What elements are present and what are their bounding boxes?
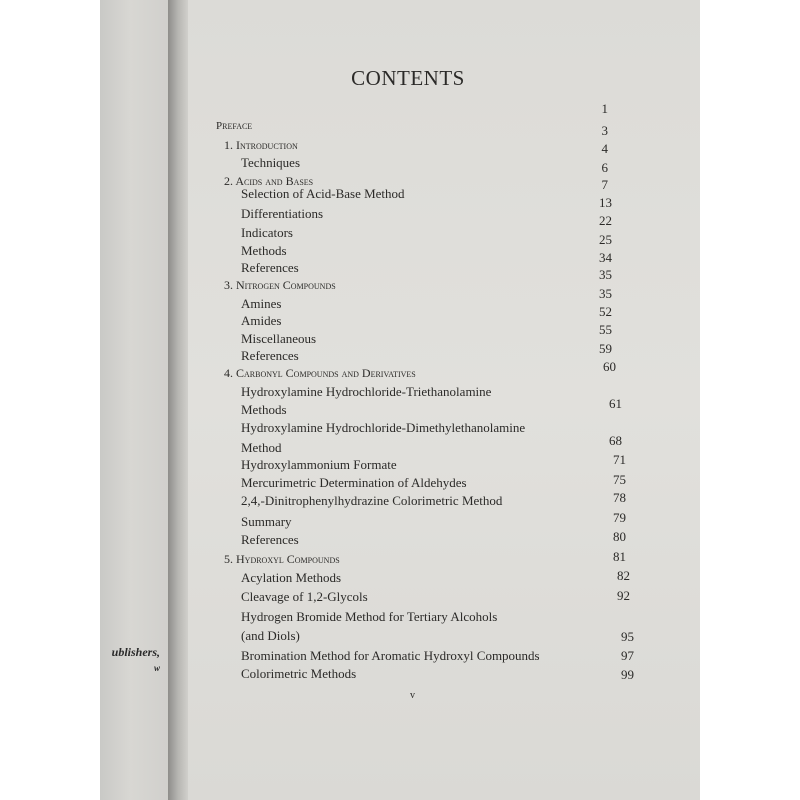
toc-page-number: 59 [599,341,612,356]
toc-page-number: 92 [617,588,630,603]
toc-entry: (and Diols) [241,628,300,643]
toc-entry: References [241,532,299,547]
page-title: CONTENTS [351,66,465,90]
toc-page-number: 3 [601,123,608,138]
toc-page-number: 35 [599,286,612,301]
toc-page-number: 78 [613,490,626,505]
toc-page-number: 61 [609,396,622,411]
toc-entry: Summary [241,514,292,529]
toc-entry: Selection of Acid-Base Method [241,186,405,201]
toc-page-number: 79 [613,510,626,525]
toc-page-number: 99 [621,667,634,682]
toc-page-number: 68 [609,433,622,448]
toc-page-number: 25 [599,232,612,247]
left-page-text [100,644,160,676]
toc-entry: 4. Carbonyl Compounds and Derivatives [224,366,416,380]
toc-entry: References [241,348,299,363]
toc-page-number: 71 [613,452,626,467]
toc-page-number: 4 [601,141,608,156]
toc-entry: Methods [241,402,287,417]
toc-entry: 3. Nitrogen Compounds [224,278,336,292]
toc-entry: Hydrogen Bromide Method for Tertiary Alcohols [241,609,498,624]
lead-page-number: 1 [601,101,608,116]
toc-entry: Bromination Method for Aromatic Hydroxyl Compounds [241,648,540,663]
toc-entry: 1. Introduction [224,138,298,152]
toc-entry: Amides [241,313,282,328]
toc-entry: Amines [241,296,282,311]
toc-page-number: 80 [613,529,626,544]
toc-entry: References [241,260,299,275]
left-page [100,0,176,800]
toc-page-number: 6 [601,160,608,175]
toc-page-number: 7 [601,177,608,192]
toc-entry: 2. Acids and Bases [224,174,314,188]
toc-entry: Hydroxylammonium Formate [241,457,397,472]
toc-entry: Colorimetric Methods [241,666,357,681]
toc-page-number: 97 [621,648,634,663]
toc-entry: Differentiations [241,206,324,221]
toc-entry: 5. Hydroxyl Compounds [224,552,340,566]
toc-page-number: 82 [617,568,630,583]
toc-page-number: 13 [599,195,612,210]
toc-entry: Method [241,440,282,455]
toc-entry: Hydroxylamine Hydrochloride-Triethanolamine [241,384,492,399]
toc-entry: Indicators [241,225,293,240]
left-page-fragment-1: ublishers, [111,645,160,659]
toc-page-number: 52 [599,304,612,319]
left-page-fragment-2: w [153,663,160,673]
book-gutter [168,0,190,800]
toc-entry: 2,4,-Dinitrophenylhydrazine Colorimetric Method [241,493,503,508]
toc-page-number: 75 [613,472,626,487]
toc-entry: Acylation Methods [241,570,342,585]
toc-entry: Preface [216,120,253,132]
toc-entry: Cleavage of 1,2-Glycols [241,589,368,604]
toc-page-number: 95 [621,629,634,644]
toc-page-number: 81 [613,549,626,564]
toc-page-number: 22 [599,213,612,228]
toc-entry: Hydroxylamine Hydrochloride-Dimethylethanolamine [241,420,526,435]
toc-entry: Methods [241,243,287,258]
contents-page [188,0,700,800]
folio: v [410,690,415,701]
toc-entry: Techniques [241,155,301,170]
toc-page-number: 55 [599,322,612,337]
toc-page-number: 35 [599,267,612,282]
toc-page-number: 34 [599,250,612,265]
toc-page-number: 60 [603,359,616,374]
toc-entry: Mercurimetric Determination of Aldehydes [241,475,467,490]
toc-entry: Miscellaneous [241,331,317,346]
